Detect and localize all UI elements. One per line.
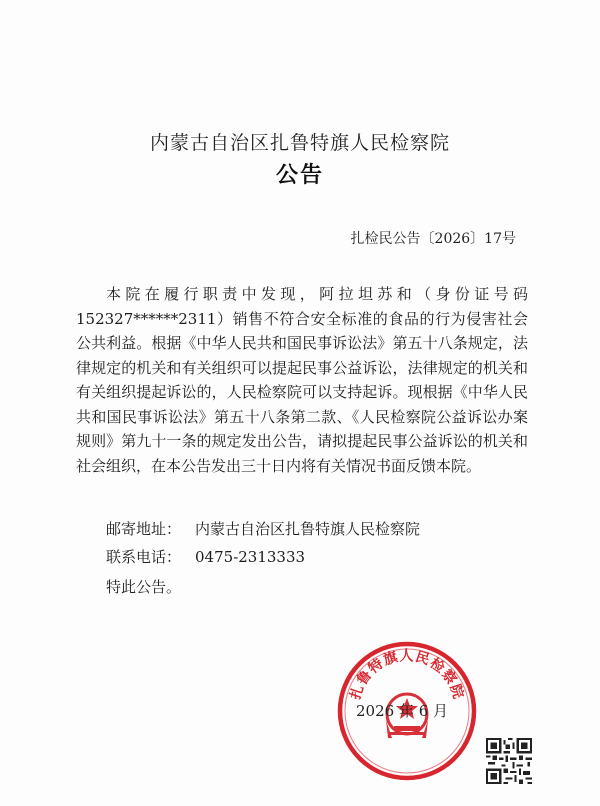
contact-phone (106, 546, 305, 567)
organization-name: 内蒙古自治区扎鲁特旗人民检察院 (149, 132, 450, 154)
document-title: 公告 (275, 162, 324, 188)
closing-statement: 特此公告。 (106, 578, 182, 596)
phone-value: 0475-2313333 (195, 548, 306, 566)
qr-code-icon (486, 738, 532, 784)
mailing-address (106, 518, 420, 539)
address-value: 内蒙古自治区扎鲁特旗人民检察院 (195, 520, 421, 538)
document-number: 扎检民公告〔2026〕17号 (350, 231, 516, 247)
address-label: 邮寄地址： (106, 520, 182, 538)
notice-paragraph: 本院在履行职责中发现，阿拉坦苏和（身份证号码152327******2311）销售不符合安全标准的食品的行为侵害社会公共利益。根据《中华人民共和国民事诉讼法》第五十八条规定，法律规定的机关和有关组织可以提起民事公益诉讼，法律规定的机关和有关组织提起诉讼的，人民检察院可以支持起诉。现根据《中华人民共和国民事诉讼法》第五十八条第二款、《人民检察院公益诉讼办案规则》第九十一条的规定发出公告，请拟提起民事公益诉讼的机关和社会组织，在本公告发出三十日内将有关情况书面反馈本院。 (76, 285, 528, 475)
seal-text: 扎鲁特旗人民检察院 (347, 648, 467, 702)
phone-label: 联系电话： (106, 548, 182, 566)
notice-date: 2026 年 6 月 (356, 702, 449, 720)
notice-body (76, 282, 528, 478)
